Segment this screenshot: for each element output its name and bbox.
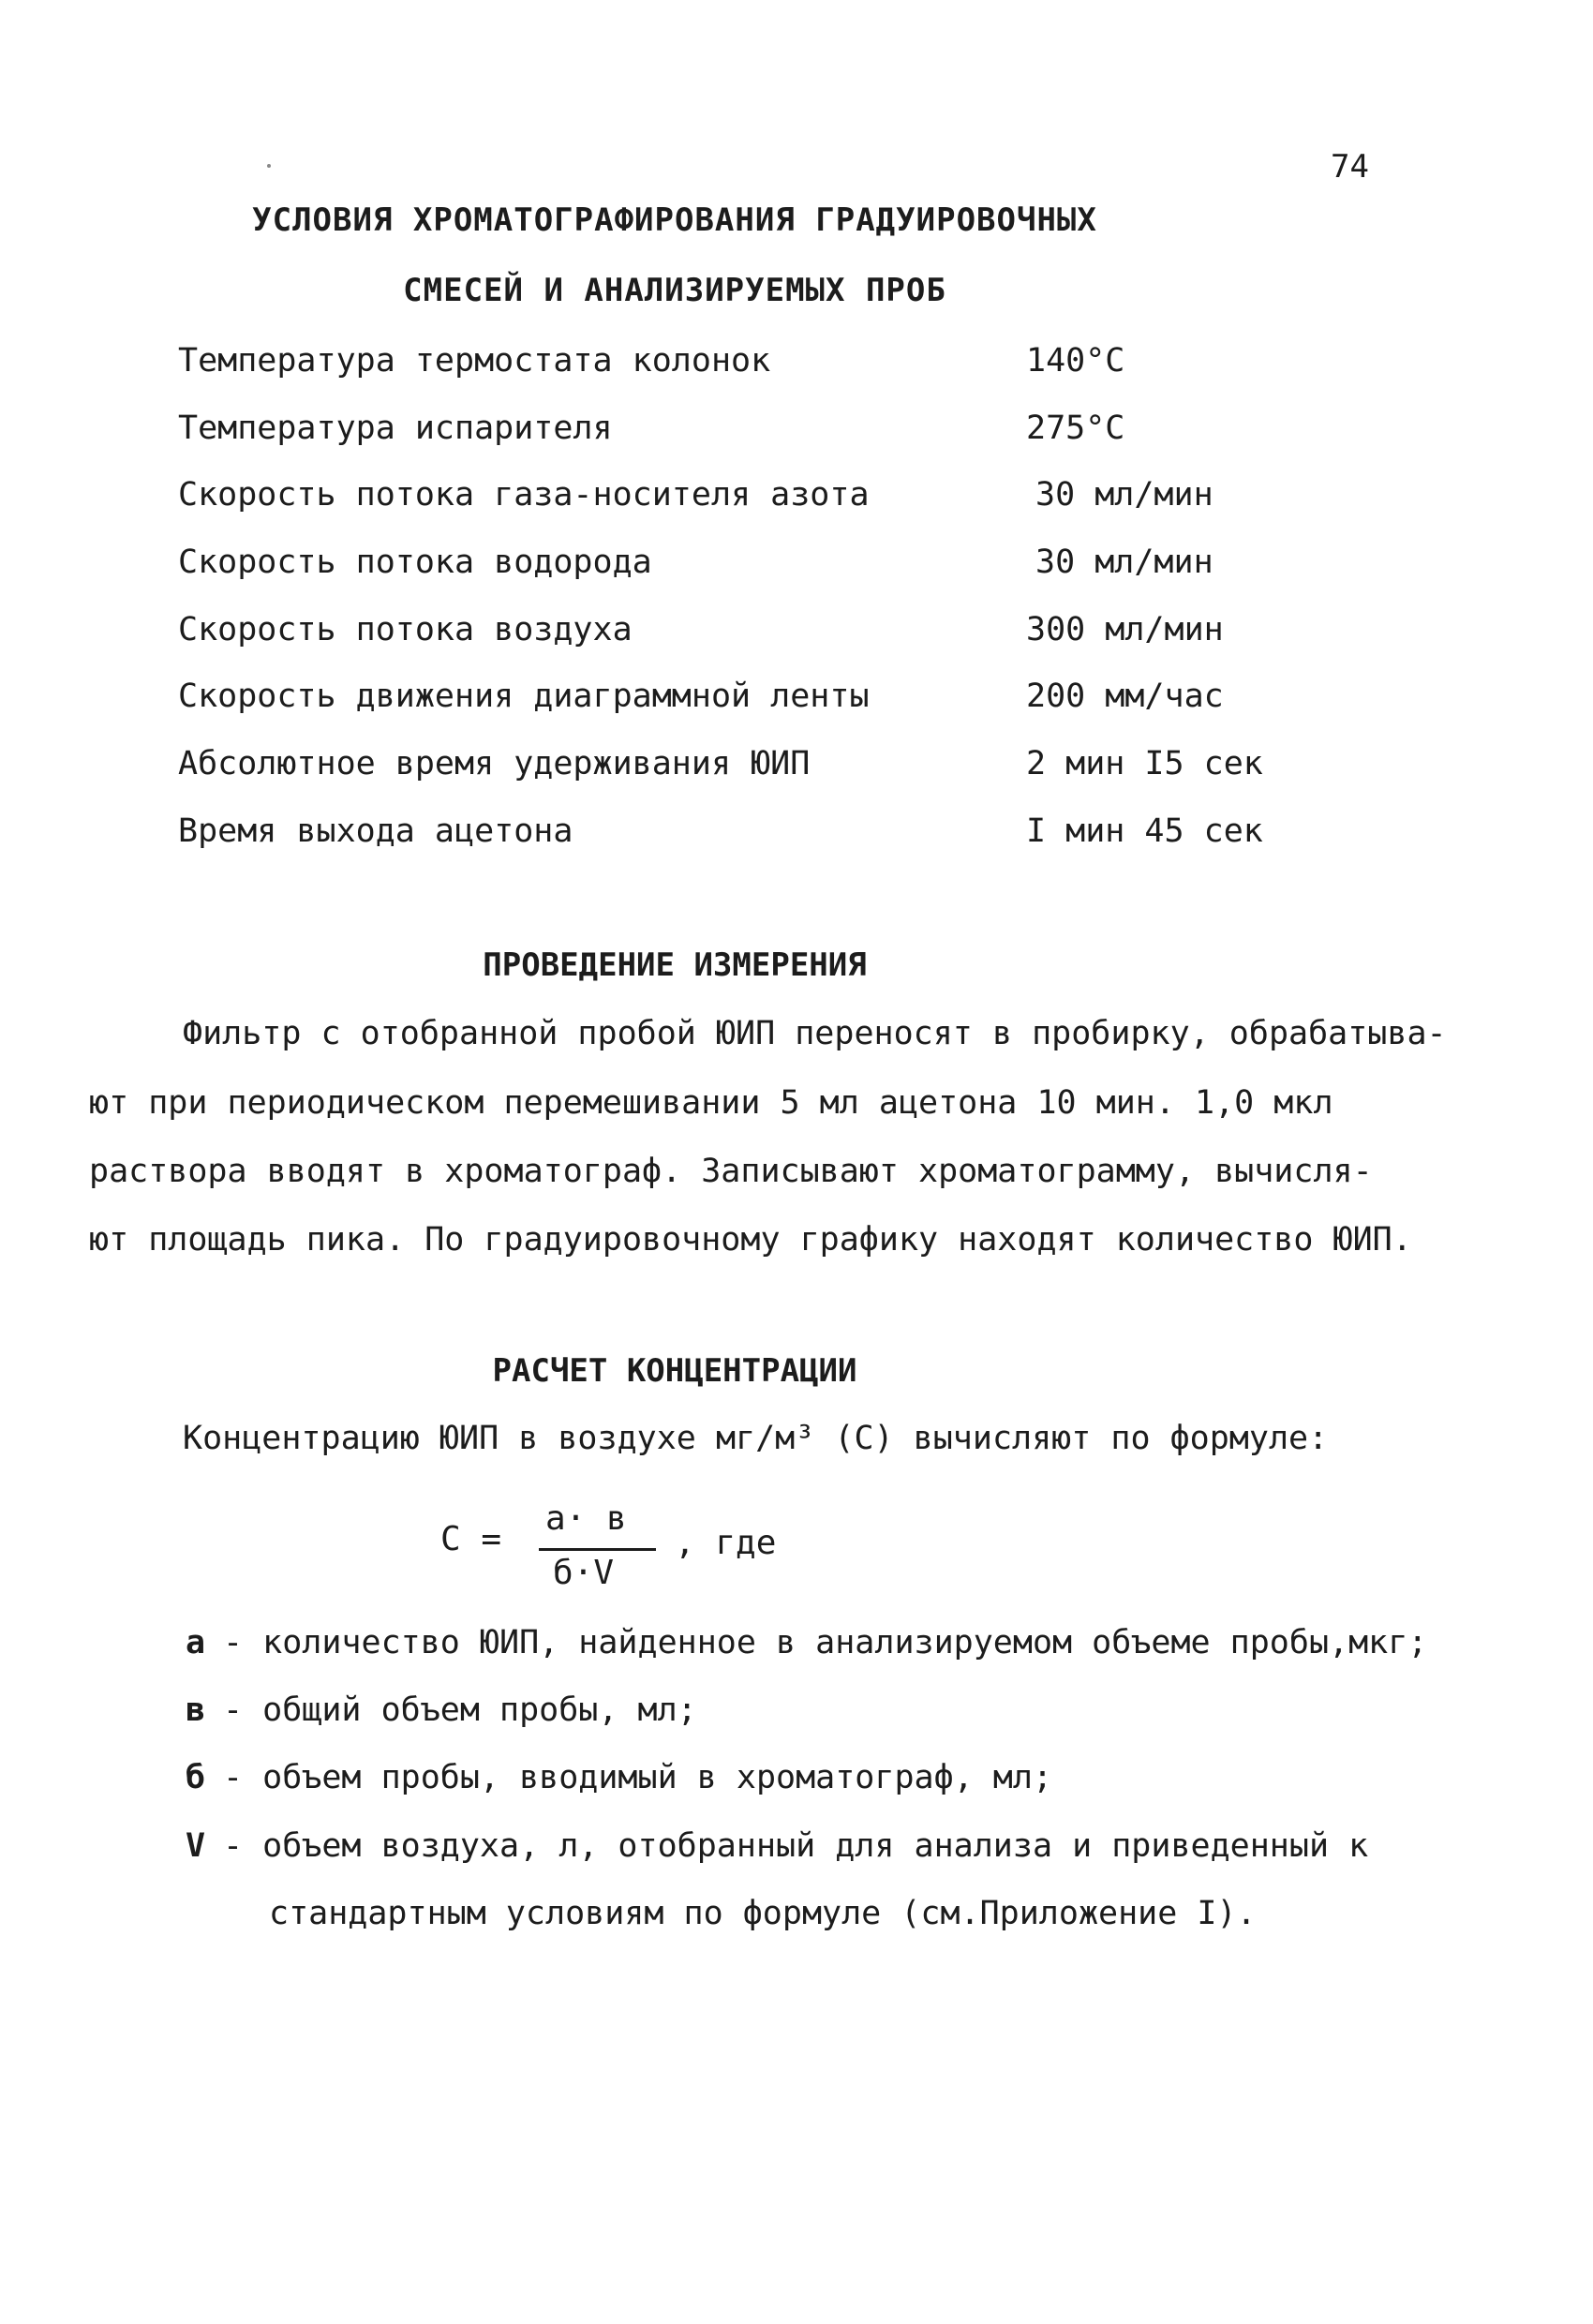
formula-suffix: , где bbox=[675, 1524, 777, 1562]
definition-text: - объем воздуха, л, отобранный для анализа и приведенный к bbox=[223, 1827, 1369, 1865]
scan-speck bbox=[267, 164, 271, 168]
calculation-section-title: РАСЧЕТ КОНЦЕНТРАЦИИ bbox=[492, 1352, 857, 1390]
paragraph-line: ют площадь пика. По градуировочному графику находят количество ЮИП. bbox=[89, 1221, 1412, 1259]
definition-text: - общий объем пробы, мл; bbox=[223, 1691, 697, 1729]
parameter-value: 140°C bbox=[1026, 342, 1125, 380]
parameter-value: 2 мин I5 сек bbox=[1026, 745, 1263, 782]
formula-lhs: С = bbox=[440, 1520, 502, 1558]
parameter-name: Скорость потока воздуха bbox=[178, 611, 633, 648]
parameter-name: Температура термостата колонок bbox=[178, 342, 771, 380]
page-number: 74 bbox=[1331, 148, 1369, 186]
definition-row bbox=[186, 1691, 697, 1729]
definition-symbol: а bbox=[186, 1624, 206, 1661]
definition-row bbox=[186, 1759, 1052, 1796]
parameter-value: 300 мл/мин bbox=[1026, 611, 1224, 648]
title-line-1: УСЛОВИЯ ХРОМАТОГРАФИРОВАНИЯ ГРАДУИРОВОЧНЫХ bbox=[252, 201, 1097, 239]
paragraph-line: раствора вводят в хроматограф. Записывают хроматограмму, вычисля- bbox=[89, 1153, 1373, 1190]
parameter-name: Температура испарителя bbox=[178, 410, 613, 447]
parameter-name: Скорость потока газа-носителя азота bbox=[178, 476, 870, 514]
parameter-value: 200 мм/час bbox=[1026, 678, 1224, 715]
parameter-value: I мин 45 сек bbox=[1026, 812, 1263, 850]
definition-row bbox=[186, 1624, 1427, 1661]
paragraph-line: ют при периодическом перемешивании 5 мл ацетона 10 мин. 1,0 мкл bbox=[89, 1084, 1333, 1122]
definition-text: - количество ЮИП, найденное в анализируемом объеме пробы,мкг; bbox=[223, 1624, 1428, 1661]
measurement-section-title: ПРОВЕДЕНИЕ ИЗМЕРЕНИЯ bbox=[483, 946, 867, 984]
formula-numerator: а· в bbox=[545, 1499, 627, 1538]
title-line-2: СМЕСЕЙ И АНАЛИЗИРУЕМЫХ ПРОБ bbox=[403, 272, 946, 309]
parameter-name: Скорость потока водорода bbox=[178, 544, 652, 581]
parameter-name: Время выхода ацетона bbox=[178, 812, 573, 850]
parameter-name: Скорость движения диаграммной ленты bbox=[178, 678, 870, 715]
definition-symbol: б bbox=[186, 1759, 206, 1796]
fraction-bar bbox=[539, 1548, 656, 1551]
paragraph-line: Фильтр с отобранной пробой ЮИП переносят в пробирку, обрабатыва- bbox=[183, 1015, 1447, 1052]
parameter-value: 275°C bbox=[1026, 410, 1125, 447]
definition-symbol: V bbox=[186, 1827, 206, 1865]
definition-row bbox=[186, 1827, 1368, 1865]
parameter-value: 30 мл/мин bbox=[1035, 476, 1213, 514]
definition-continuation: стандартным условиям по формуле (см.Приложение I). bbox=[269, 1895, 1257, 1932]
parameter-name: Абсолютное время удерживания ЮИП bbox=[178, 745, 811, 782]
concentration-formula bbox=[440, 1499, 815, 1602]
definition-symbol: в bbox=[186, 1691, 206, 1729]
parameter-value: 30 мл/мин bbox=[1035, 544, 1213, 581]
definition-text: - объем пробы, вводимый в хроматограф, мл; bbox=[223, 1759, 1053, 1796]
calculation-intro: Концентрацию ЮИП в воздухе мг/м³ (С) вычисляют по формуле: bbox=[183, 1420, 1329, 1457]
formula-denominator: б·V bbox=[553, 1554, 615, 1592]
